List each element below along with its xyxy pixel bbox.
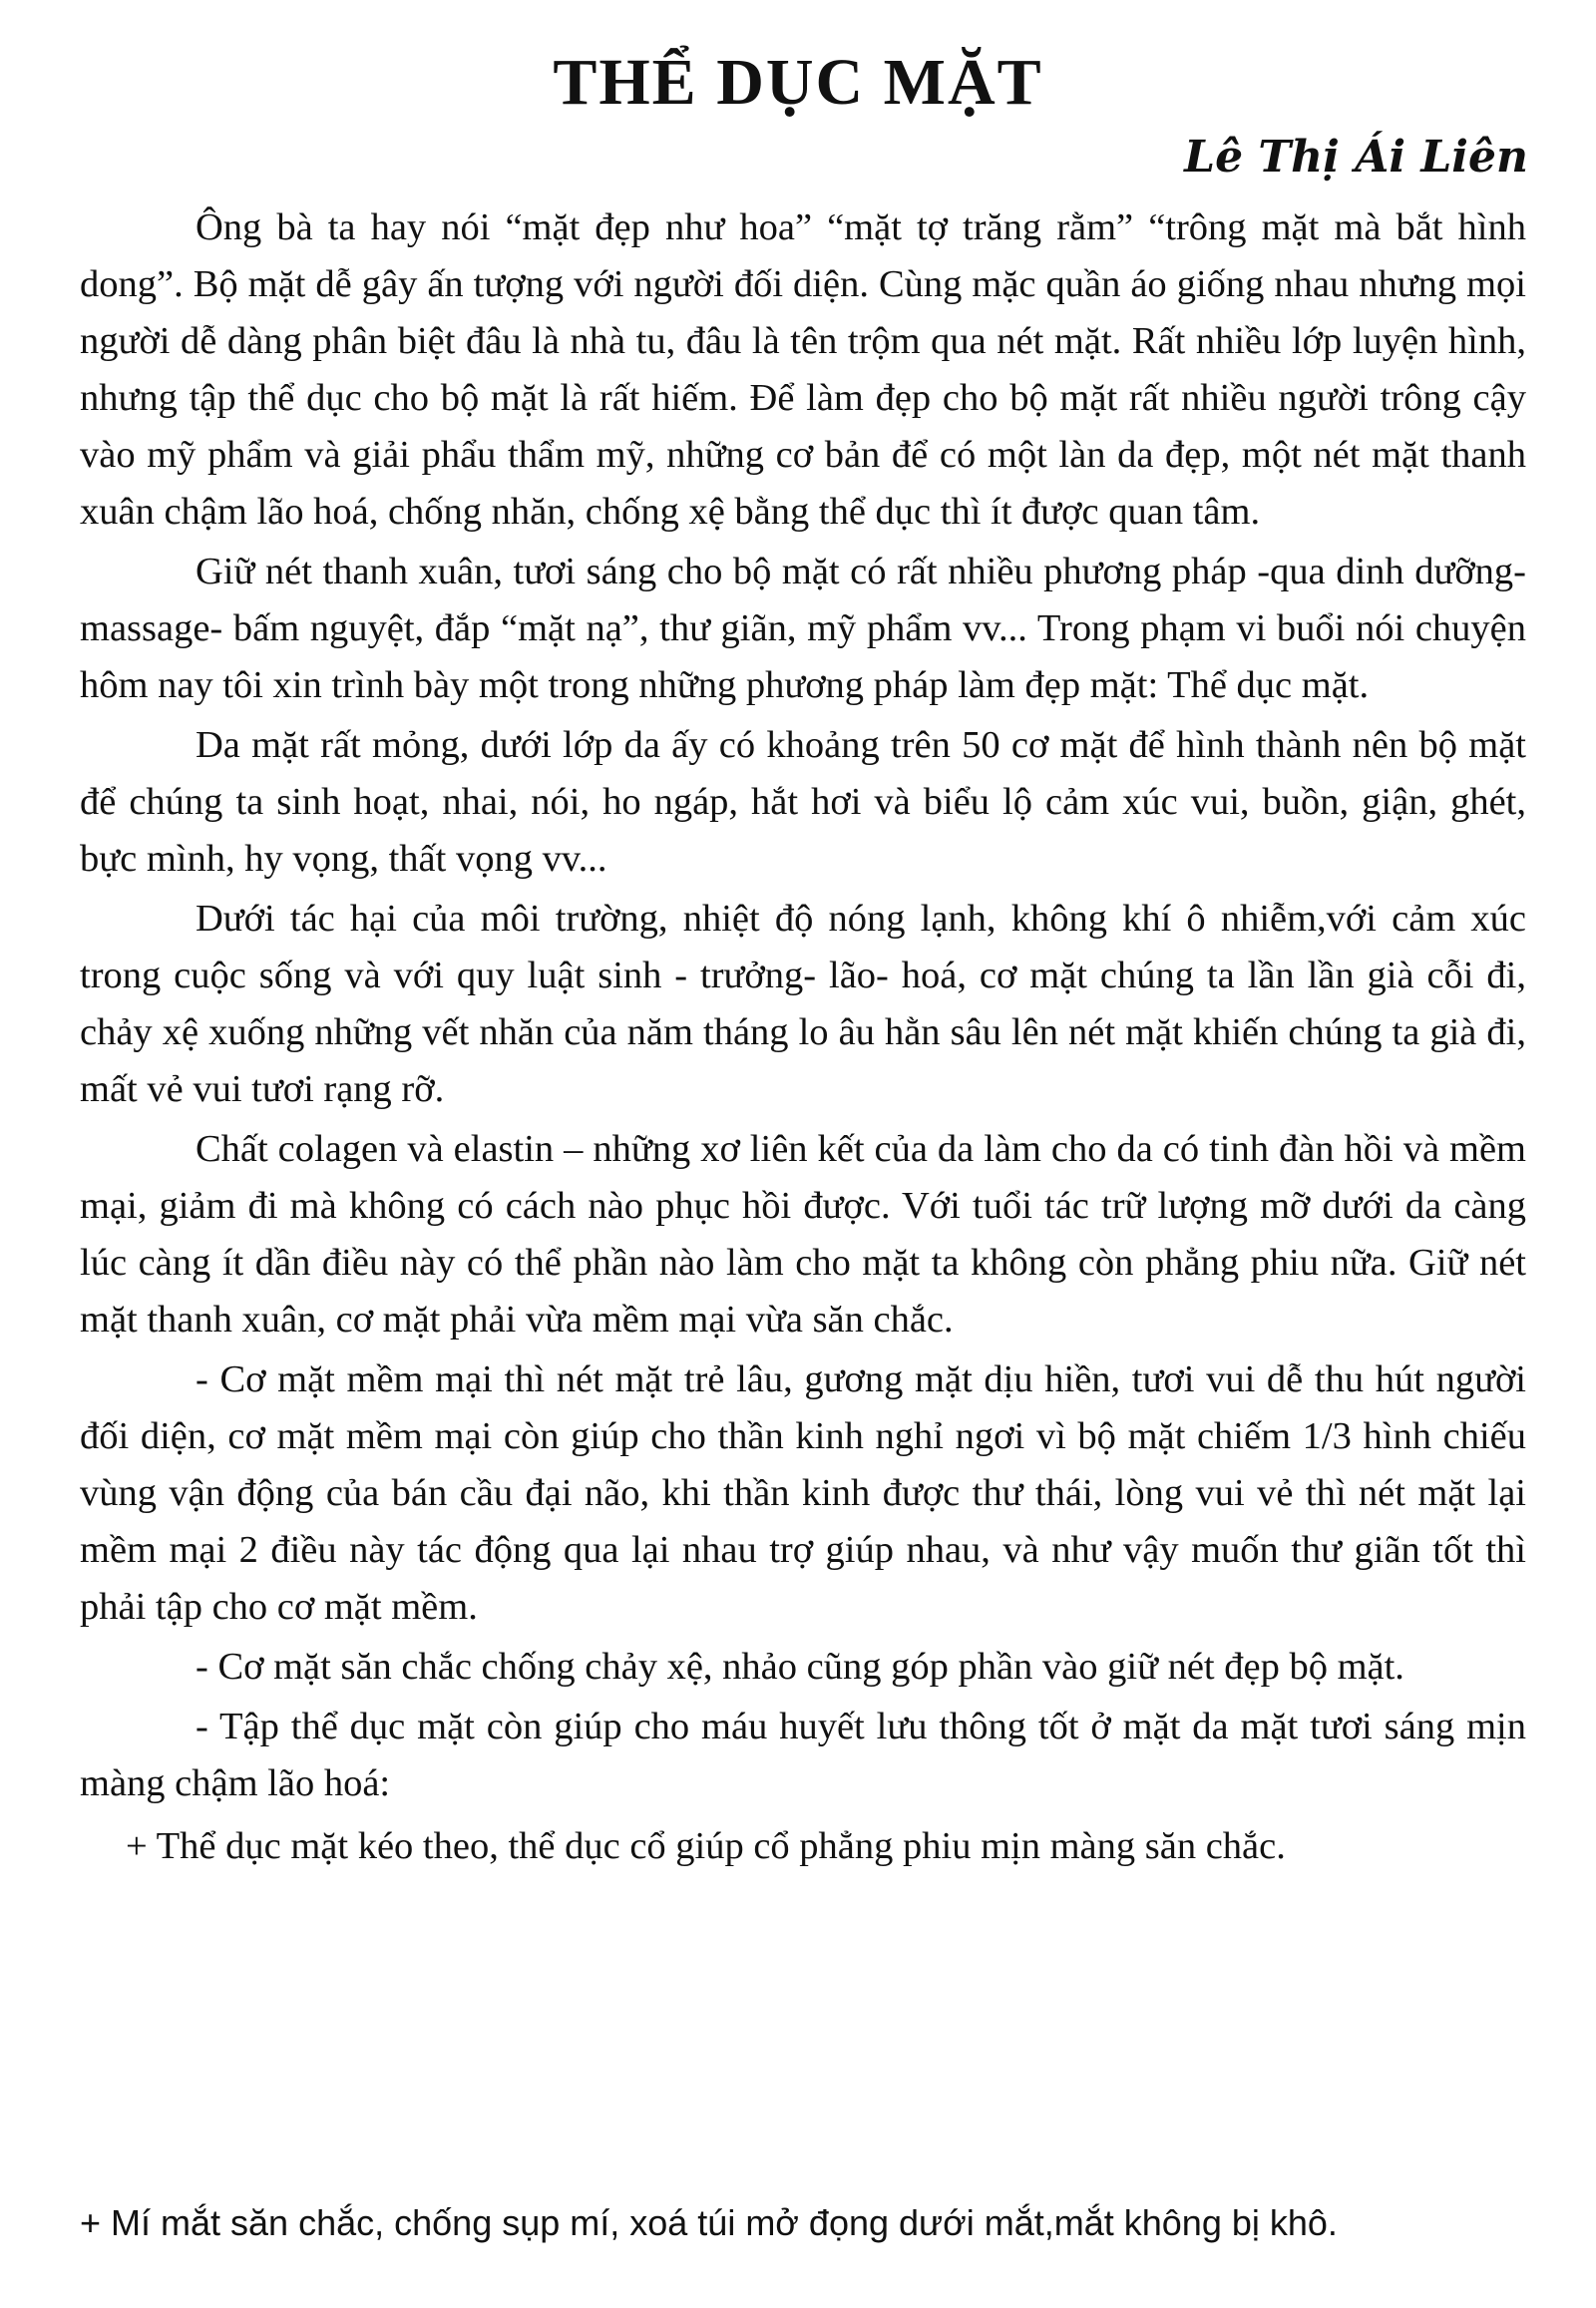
paragraph-1: Ông bà ta hay nói “mặt đẹp như hoa” “mặt tợ trăng rằm” “trông mặt mà bắt hình dong”. Bộ mặt dễ gây ấn tượng với người đối diện. Cùng mặc quần áo giống nhau nhưng mọi người dễ dàng phân biệt đâu là nhà tu, đâu là tên trộm qua nét mặt. Rất nhiều lớp luyện hình, nhưng tập thể dục cho bộ mặt là rất hiếm. Để làm đẹp cho bộ mặt rất nhiều người trông cậy vào mỹ phẩm và giải phẩu thẩm mỹ, những cơ bản để có một làn da đẹp, một nét mặt thanh xuân chậm lão hoá, chống nhăn, chống xệ bằng thể dục thì ít được quan tâm.: [80, 206, 1526, 533]
dash-item-3: - Tập thể dục mặt còn giúp cho máu huyết lưu thông tốt ở mặt da mặt tươi sáng mịn màng chậm lão hoá:: [80, 1706, 1526, 1804]
article-body: [80, 199, 1526, 1878]
plus-item-1: + Thể dục mặt kéo theo, thể dục cổ giúp cổ phẳng phiu mịn màng săn chắc.: [126, 1825, 1286, 1867]
paragraph-2: Giữ nét thanh xuân, tươi sáng cho bộ mặt có rất nhiều phương pháp -qua dinh dưỡng- massage- bấm nguyệt, đắp “mặt nạ”, thư giãn, mỹ phẩm vv... Trong phạm vi buổi nói chuyện hôm nay tôi xin trình bày một trong những phương pháp làm đẹp mặt: Thể dục mặt.: [80, 551, 1526, 706]
article-author: Lê Thị Ái Liên: [1184, 132, 1528, 183]
article-title: THỂ DỤC MẶT: [553, 46, 1043, 119]
dash-item-2: - Cơ mặt săn chắc chống chảy xệ, nhảo cũng góp phần vào giữ nét đẹp bộ mặt.: [196, 1646, 1404, 1688]
paragraph-4: Dưới tác hại của môi trường, nhiệt độ nóng lạnh, không khí ô nhiễm,với cảm xúc trong cuộc sống và với quy luật sinh - trưởng- lão- hoá, cơ mặt chúng ta lần lần già cỗi đi, chảy xệ xuống những vết nhăn của năm tháng lo âu hằn sâu lên nét mặt khiến chúng ta già đi, mất vẻ vui tươi rạng rỡ.: [80, 898, 1526, 1110]
dash-item-1: - Cơ mặt mềm mại thì nét mặt trẻ lâu, gương mặt dịu hiền, tươi vui dễ thu hút người đối diện, cơ mặt mềm mại còn giúp cho thần kinh nghỉ ngơi vì bộ mặt chiếm 1/3 hình chiếu vùng vận động của bán cầu đại não, khi thần kinh được thư thái, lòng vui vẻ thì nét mặt lại mềm mại 2 điều này tác động qua lại nhau trợ giúp nhau, và như vậy muốn thư giãn tốt thì phải tập cho cơ mặt mềm.: [80, 1358, 1526, 1628]
paragraph-3: Da mặt rất mỏng, dưới lớp da ấy có khoảng trên 50 cơ mặt để hình thành nên bộ mặt để chúng ta sinh hoạt, nhai, nói, ho ngáp, hắt hơi và biểu lộ cảm xúc vui, buồn, giận, ghét, bực mình, hy vọng, thất vọng vv...: [80, 724, 1526, 880]
plus-item-2: + Mí mắt săn chắc, chống sụp mí, xoá túi mở đọng dưới mắt,mắt không bị khô.: [80, 2202, 1338, 2243]
paragraph-5: Chất colagen và elastin – những xơ liên kết của da làm cho da có tinh đàn hồi và mềm mại, giảm đi mà không có cách nào phục hồi được. Với tuổi tác trữ lượng mỡ dưới da càng lúc càng ít dần điều này có thể phần nào làm cho mặt ta không còn phẳng phiu nữa. Giữ nét mặt thanh xuân, cơ mặt phải vừa mềm mại vừa săn chắc.: [80, 1128, 1526, 1341]
